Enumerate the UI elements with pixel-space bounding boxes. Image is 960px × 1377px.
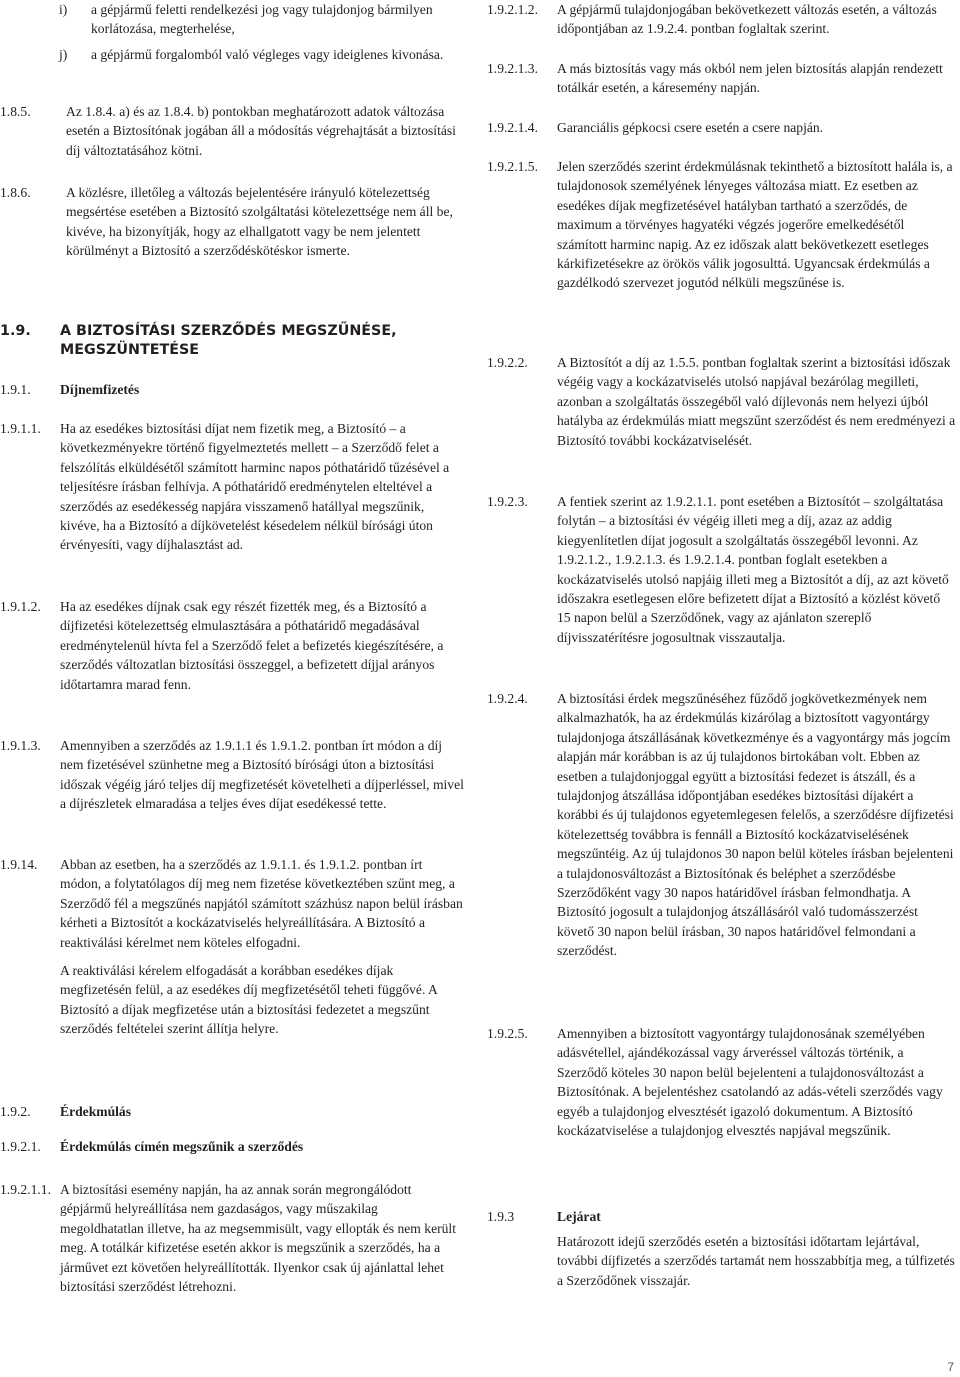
section-heading: A BIZTOSÍTÁSI SZERZŐDÉS MEGSZŰNÉSE, MEGSZÜNTETÉSE [60,323,397,359]
section-number: 1.9.3 [487,1209,515,1224]
section-text: Abban az esetben, ha a szerződés az 1.9.1.1. és 1.9.1.2. pontban írt módon, a folytatólagos díj meg nem fizetése következtében szűnt meg, a Szerződő fél a megszűnés napjától számított százhúsz napon belül írásban kérheti a Biztosítót a kockázatviselés helyreállítására. A Biztosító a reaktiválási kérelmet nem köteles elfogadni. [60,857,463,950]
section-text: Ha az esedékes díjnak csak egy részét fizették meg, és a Biztosító a díjfizetési kötelezettség elmulasztására a póthatáridő megadásával eredménytelenül hívta fel a Szerződő felet a befizetés kiegészítésére, a szerződés változatlan biztosítási összeggel, a befizetett díjjal arányos időtartamra marad fenn. [60,599,444,692]
section-1-9-2-1 [0,1137,465,1156]
section-text: A közlésre, illetőleg a változás bejelentésére irányuló kötelezettség megsértése esetében a Biztosító szolgáltatási kötelezettsége nem áll be, kivéve, ha bizonyítják, hogy az elhallgatott vagy be nem jelentett körülményt a Biztosító a szerződéskötéskor ismerte. [66,185,453,259]
section-number: 1.9. [0,323,31,339]
section-number: 1.8.6. [0,185,31,200]
section-number: 1.9.2.1.2. [487,2,538,17]
section-text: A biztosítási érdek megszűnéséhez fűződő jogkövetkezmények nem alkalmazhatók, ha az érdekmúlás kizárólag a biztosított vagyontárgy tulajdonjoga átszállásának következménye és a vagyontárgy más jogcím alapján már korábban is az új tulajdonos birtokában volt. Ebben az esetben a tulajdonjoggal együtt a biztosítási fedezet is átszáll, és a tulajdonjog átszállása időpontjában esedékes biztosítási díjakért a korábbi és új tulajdonos egyetemlegesen felelős, a szerződésre díjfizetési kötelezettség továbbra is fennáll a Biztosító kockázatviselésének megszűntéig. Az új tulajdonos 30 napon belül köteles írásban bejelenteni a tulajdonosváltozást a Biztosítónak és beléphet a szerződésbe Szerződőként vagy 30 napos határidővel írásban felmondhatja. A Biztosító jogosult a tulajdonjog átszállásáról való tudomásszerzést követő 30 napon belül írásban, 30 napos határidővel felmondani a szerződést. [557,691,954,959]
list-item-j [59,45,464,64]
section-1-8-5 [0,102,465,160]
section-text: Garanciális gépkocsi csere esetén a csere napján. [557,120,824,135]
section-text: Jelen szerződés szerint érdekmúlásnak tekinthető a biztosított halála is, a tulajdonosok személyének lényeges változása miatt. Ez esetben az esedékes díjak megfizetésével hatályban tartható a szerződés, de maximum a törvényes hagyatéki végzés jogerőre emelkedésétől számított harminc napig. Az ez időszak alatt bekövetkezett esetleges kárkifizetésekre az örökös válik jogosulttá. Ugyancsak érdekmúlás a gazdélkodó szervezet jogutód nélküli megszűnése is. [557,159,953,291]
section-number: 1.9.2.1.5. [487,159,538,174]
section-text: Amennyiben a biztosított vagyontárgy tulajdonosának személyében adásvétellel, ajándékozással vagy árveréssel változás történik, a Szerződő köteles 30 napon belül bejelenteni a tulajdonosváltozást a Biztosítónak. A bejelentéshez csatolandó az adás-vételi szerződés vagy egyéb a tulajdonjog elvesztését igazoló dokumentum. A Biztosító kockázatviselése a tulajdonjog elvesztés napjával megszűnik. [557,1026,943,1139]
section-1-9-1-1 [0,419,465,555]
list-item-i [59,0,464,39]
section-1-9-2-1-1 [0,1180,465,1296]
item-number: i) [59,2,68,17]
section-number: 1.8.5. [0,104,31,119]
section-1-9-3 [487,1207,957,1226]
section-text: Amennyiben a szerződés az 1.9.1.1 és 1.9.1.2. pontban írt módon a díj nem fizetésével szünhetne meg a Biztosító bírósági úton a biztosítási időszak végéig járó teljes díj megfizetését követelheti a díjperléssel, mivel a díjrészletek elmaradása a teljes éves díjat esedékessé tette. [60,738,464,812]
section-1-9-1-2 [0,597,465,694]
section-number: 1.9.2.1.1. [0,1182,51,1197]
section-1-9-2-1-2 [487,0,957,39]
section-text: Ha az esedékes biztosítási díjat nem fizetik meg, a Biztosító – a következményekre történő figyelmeztetés mellett – a Szerződő felet a felszólítás elküldésétől számított harminc napos póthatáridő tűzésével a teljesítésre írásban felhívja. A póthatáridő eredménytelen elteltével a szerződés az esedékesség napjára visszamenő hatállyal megszűnik, kivéve, ha a Biztosító a díjkövetelést késedelem nélkül bírósági úton érvényesíti, vagy díjhalasztást ad. [60,421,450,553]
section-1-9-heading [0,322,465,361]
section-number: 1.9.2.5. [487,1026,528,1041]
section-number: 1.9.2.3. [487,494,528,509]
section-number: 1.9.1. [0,382,31,397]
section-text-2: A reaktiválási kérelem elfogadását a korábban esedékes díjak megfizetésén felül, a az esedékes díj megfizetésétől teheti függővé. A Biztosító a díjak megfizetése után a biztosítási fedezetet a megszűnt szerződés feltételei szerint állítja helyre. [60,963,438,1037]
section-number: 1.9.2.1.4. [487,120,538,135]
section-title: Lejárat [557,1209,601,1224]
section-1-9-2-2 [487,353,957,450]
section-1-9-3-text [487,1232,957,1290]
section-number: 1.9.2.2. [487,355,528,370]
section-1-9-2 [0,1102,465,1121]
section-number: 1.9.14. [0,857,38,872]
section-1-9-2-1-4 [487,118,957,137]
item-number: j) [59,47,68,62]
section-1-9-2-3 [487,492,957,647]
section-number: 1.9.2.4. [487,691,528,706]
section-number: 1.9.2. [0,1104,31,1119]
section-text: A Biztosítót a díj az 1.5.5. pontban foglaltak szerint a biztosítási időszak végéig vagy a kockázatviselés utolsó napjával bezárólag megilleti, azonban a szolgáltatás összegéből való díjlevonás nem helyezi újból hatályba az érdekmúlás miatt megszűnt szerződést és nem eredményezi a Biztosító további kockázatviselését. [557,355,956,448]
section-text: A fentiek szerint az 1.9.2.1.1. pont esetében a Biztosítót – szolgáltatása folytán – a biztosítási év végéig illeti meg a díj, azaz az addig kiegyenlítetlen díjat jogosult a szolgáltatás összegéből levonni. Az 1.9.2.1.2., 1.9.2.1.3. és 1.9.2.1.4. pontban foglalt esetekben a kockázatviselés utolsó napjáig illeti meg a Biztosítót a díj, az azt követő időszakra esetlegesen előre befizetett díjat a Biztosító a közlést követő 15 napon belül a Szerződőnek, vagy az ajánlaton szereplő díjvisszatérítésre jogosultnak visszautalja. [557,494,949,645]
section-number: 1.9.1.3. [0,738,41,753]
section-1-9-2-1-5 [487,157,957,293]
section-1-9-2-1-3 [487,59,957,98]
item-text: a gépjármű forgalomból való végleges vagy ideiglenes kivonása. [91,47,444,62]
section-1-9-1 [0,380,465,399]
section-1-9-1-3 [0,736,465,814]
section-title: Érdekmúlás [60,1104,132,1119]
section-number: 1.9.1.1. [0,421,41,436]
section-text: A biztosítási esemény napján, ha az annak során megrongálódott gépjármű helyreállítása nem gazdaságos, vagy műszakilag megoldhatatlan illetve, ha az megsemmisült, vagy ellopták és nem került meg. A totálkár kifizetése esetén akkor is megszűnik a szerződés, ha a járművet ezt követően helyreállították. Ilyenkor csak új ajánlattal lehet biztosítási szerződést létrehozni. [60,1182,456,1295]
section-text: A más biztosítás vagy más okból nem jelen biztosítás alapján rendezett totálkár esetén, a káresemény napján. [557,61,943,96]
section-text: Az 1.8.4. a) és az 1.8.4. b) pontokban meghatározott adatok változása esetén a Biztosítónak jogában áll a módosítás végrehajtását a biztosítási díj változtatásához kötni. [66,104,456,158]
section-1-9-14 [0,855,465,1039]
section-title: Érdekmúlás címén megszűnik a szerződés [60,1139,304,1154]
section-text: Határozott idejű szerződés esetén a biztosítási időtartam lejártával, további díjfizetés a szerződés tartamát nem hosszabbítja meg, a túlfizetés a Szerződőnek visszajár. [557,1234,955,1288]
section-1-9-2-5 [487,1024,957,1140]
section-text: A gépjármű tulajdonjogában bekövetkezett változás esetén, a változás időpontjában az 1.9.2.4. pontban foglaltak szerint. [557,2,937,37]
section-1-8-6 [0,183,465,261]
item-text: a gépjármű feletti rendelkezési jog vagy tulajdonjog bármilyen korlátozása, megterhelése, [91,2,433,37]
section-number: 1.9.2.1.3. [487,61,538,76]
section-number: 1.9.1.2. [0,599,41,614]
section-number: 1.9.2.1. [0,1139,41,1154]
section-title: Díjnemfizetés [60,382,140,397]
page-number: 7 [947,1360,954,1374]
section-1-9-2-4 [487,689,957,961]
